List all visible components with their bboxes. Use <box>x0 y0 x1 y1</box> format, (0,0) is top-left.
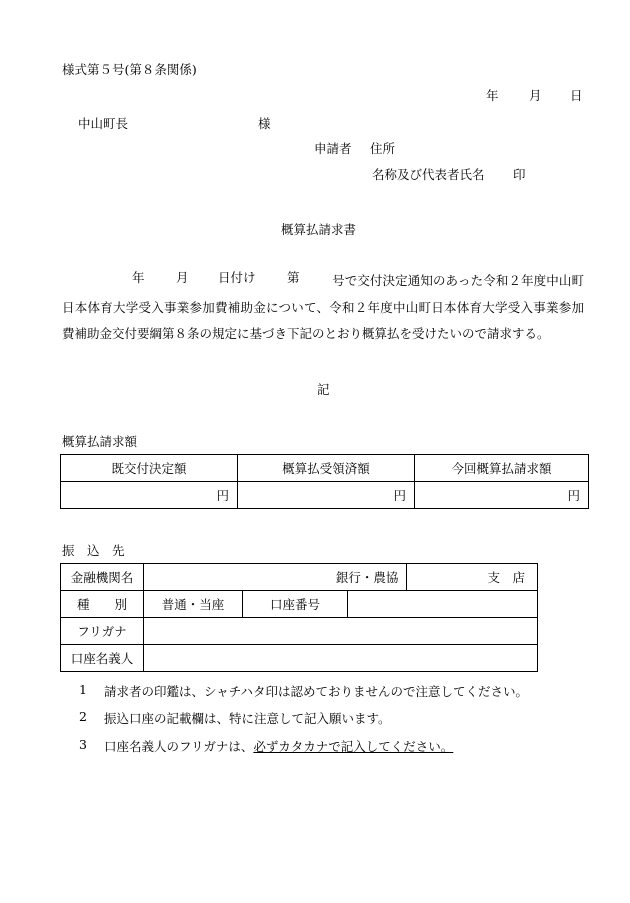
bank-type[interactable]: 銀行・農協 <box>144 564 407 591</box>
type-value[interactable]: 普通・当座 <box>144 591 243 618</box>
body-text: 号で交付決定通知のあった令和２年度中山町日本体育大学受入事業参加費補助金について、令和２年度中山町日本体育大学受入事業参加費補助金交付要綱第８条の規定に基づき下記のとおり概算払を受けたいので請求する。 <box>62 273 584 341</box>
furigana-label: フリガナ <box>61 618 144 645</box>
claim-table <box>60 454 589 509</box>
body-month: 月 <box>176 270 189 285</box>
applicant-label: 申請者 <box>314 141 352 156</box>
date-year: 年 <box>486 88 499 103</box>
account-no-field[interactable] <box>348 591 538 618</box>
name-label: 名称及び代表者氏名 <box>372 167 485 182</box>
note-text: 振込口座の記載欄は、特に注意して記入願います。 <box>104 711 391 726</box>
note-num: 1 <box>79 682 87 697</box>
branch-label[interactable]: 支 店 <box>407 564 538 591</box>
address-label: 住所 <box>370 141 396 156</box>
type-label: 種 別 <box>61 591 144 618</box>
body-day: 日付け <box>218 270 256 285</box>
ki-label: 記 <box>317 382 330 397</box>
holder-field[interactable] <box>144 645 538 672</box>
form-label: 様式第５号(第８条関係) <box>62 62 197 77</box>
transfer-table <box>60 563 538 672</box>
body-dai: 第 <box>287 270 300 285</box>
page-title: 概算払請求書 <box>281 222 357 237</box>
note-text: 口座名義人のフリガナは、必ずカタカナで記入してください。 <box>104 739 454 754</box>
addressee-honorific: 様 <box>258 116 271 131</box>
note-num: 3 <box>79 737 87 752</box>
claim-col-0: 既交付決定額 <box>61 455 238 482</box>
claim-cell-0[interactable]: 円 <box>61 482 238 509</box>
addressee-name: 中山町長 <box>78 116 129 131</box>
seal-label: 印 <box>513 167 526 182</box>
account-no-label: 口座番号 <box>243 591 348 618</box>
bank-label: 金融機関名 <box>61 564 144 591</box>
note-num: 2 <box>79 709 87 724</box>
note-text: 請求者の印鑑は、シャチハタ印は認めておりませんので注意してください。 <box>104 684 529 699</box>
claim-cell-2[interactable]: 円 <box>415 482 589 509</box>
claim-col-2: 今回概算払請求額 <box>415 455 589 482</box>
claim-cell-1[interactable]: 円 <box>238 482 415 509</box>
date-day: 日 <box>570 88 583 103</box>
date-month: 月 <box>529 88 542 103</box>
body-year: 年 <box>132 270 145 285</box>
furigana-field[interactable] <box>144 618 538 645</box>
claim-heading: 概算払請求額 <box>62 434 138 449</box>
claim-col-1: 概算払受領済額 <box>238 455 415 482</box>
transfer-heading: 振 込 先 <box>62 543 125 558</box>
holder-label: 口座名義人 <box>61 645 144 672</box>
